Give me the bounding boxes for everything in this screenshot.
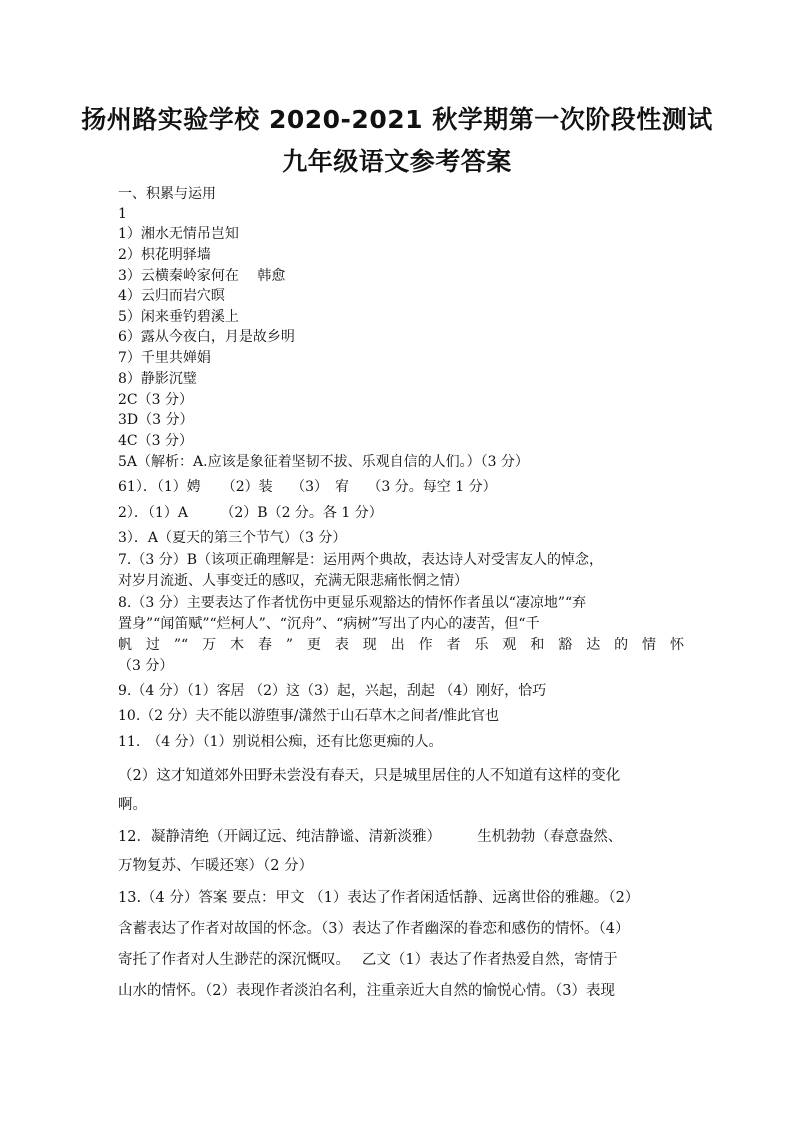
answer-line: 7）千里共婵娟 (118, 350, 211, 366)
answer-line: 61）．（1）娉 （2）装 （3） 宥 （3 分。每空 1 分） (118, 479, 497, 495)
answer-line: 9.（4 分）（1）客居 （2）这（3）起，兴起，刮起 （4）刚好，恰巧 (118, 683, 547, 699)
section-heading: 一、积累与运用 (118, 186, 216, 202)
answer-line: 11. （4 分）（1）别说相公痴，还有比您更痴的人。 (118, 734, 443, 750)
answer-line: 10.（2 分）夫不能以游堕事/潇然于山石草木之间者/惟此官也 (118, 708, 500, 724)
answer-line: 13.（4 分）答案 要点：甲文 （1）表达了作者闲适恬静、远离世俗的雅趣。（2） (118, 890, 640, 906)
answer-line: （3 分） (118, 658, 174, 674)
answer-line: 12．凝静清绝（开阔辽远、纯洁静谧、清新淡雅） 生机勃勃（春意盎然、 (118, 829, 623, 845)
answer-line: 5）闲来垂钓碧溪上 (118, 309, 239, 325)
answer-line: 置身”“闻笛赋”“烂柯人”、“沉舟”、“病树”写出了内心的凄苦，但“千 (118, 616, 540, 632)
answer-line: 5A（解析：A.应该是象征着坚韧不拔、乐观自信的人们。）（3 分） (118, 454, 529, 470)
question-number: 1 (118, 206, 127, 222)
answer-line: 2C（3 分） (118, 392, 193, 408)
document-title: 扬州路实验学校 2020-2021 秋学期第一次阶段性测试 (81, 105, 713, 134)
answer-line: 8.（3 分）主要表达了作者忧伤中更显乐观豁达的情怀作者虽以“凄凉地”“弃 (118, 595, 587, 611)
answer-line: 寄托了作者对人生渺茫的深沉慨叹。 乙文（1）表达了作者热爱自然，寄情于 (118, 952, 618, 968)
answer-line: 3D（3 分） (118, 412, 194, 428)
answer-line: 2）枳花明驿墙 (118, 247, 211, 263)
answer-line: 万物复苏、乍暖还寒）（2 分） (118, 858, 314, 874)
answer-line: 4）云归而岩穴暝 (118, 288, 225, 304)
answer-line: 3）云横秦岭家何在 韩愈 (118, 268, 286, 284)
answer-line: 1）湘水无情吊岂知 (118, 226, 239, 242)
answer-line: 8）静影沉璧 (118, 371, 197, 387)
answer-line: 6）露从今夜白，月是故乡明 (118, 329, 295, 345)
answer-line: 含蓄表达了作者对故国的怀念。（3）表达了作者幽深的眷恋和感伤的情怀。（4） (118, 921, 630, 937)
answer-line: 4C（3 分） (118, 433, 193, 449)
answer-line: 3）．A（夏天的第三个节气）（3 分） (118, 530, 347, 546)
document-subtitle: 九年级语文参考答案 (282, 147, 512, 176)
answer-line: 啊。 (118, 797, 147, 813)
answer-line: 帆过”“万木春”更表现出作者乐观和豁达的情怀 (118, 637, 684, 653)
answer-line: 7.（3 分）B（该项正确理解是：运用两个典故，表达诗人对受害友人的悼念， (118, 552, 604, 568)
answer-line: 山水的情怀。（2）表现作者淡泊名利，注重亲近大自然的愉悦心情。（3）表现 (118, 983, 615, 999)
answer-line: 2）．（1）A （2）B（2 分。各 1 分） (118, 505, 383, 521)
answer-line: （2）这才知道郊外田野未尝没有春天，只是城里居住的人不知道有这样的变化 (118, 768, 621, 784)
answer-line: 对岁月流逝、人事变迁的感叹，充满无限悲痛怅惘之情） (118, 573, 468, 589)
